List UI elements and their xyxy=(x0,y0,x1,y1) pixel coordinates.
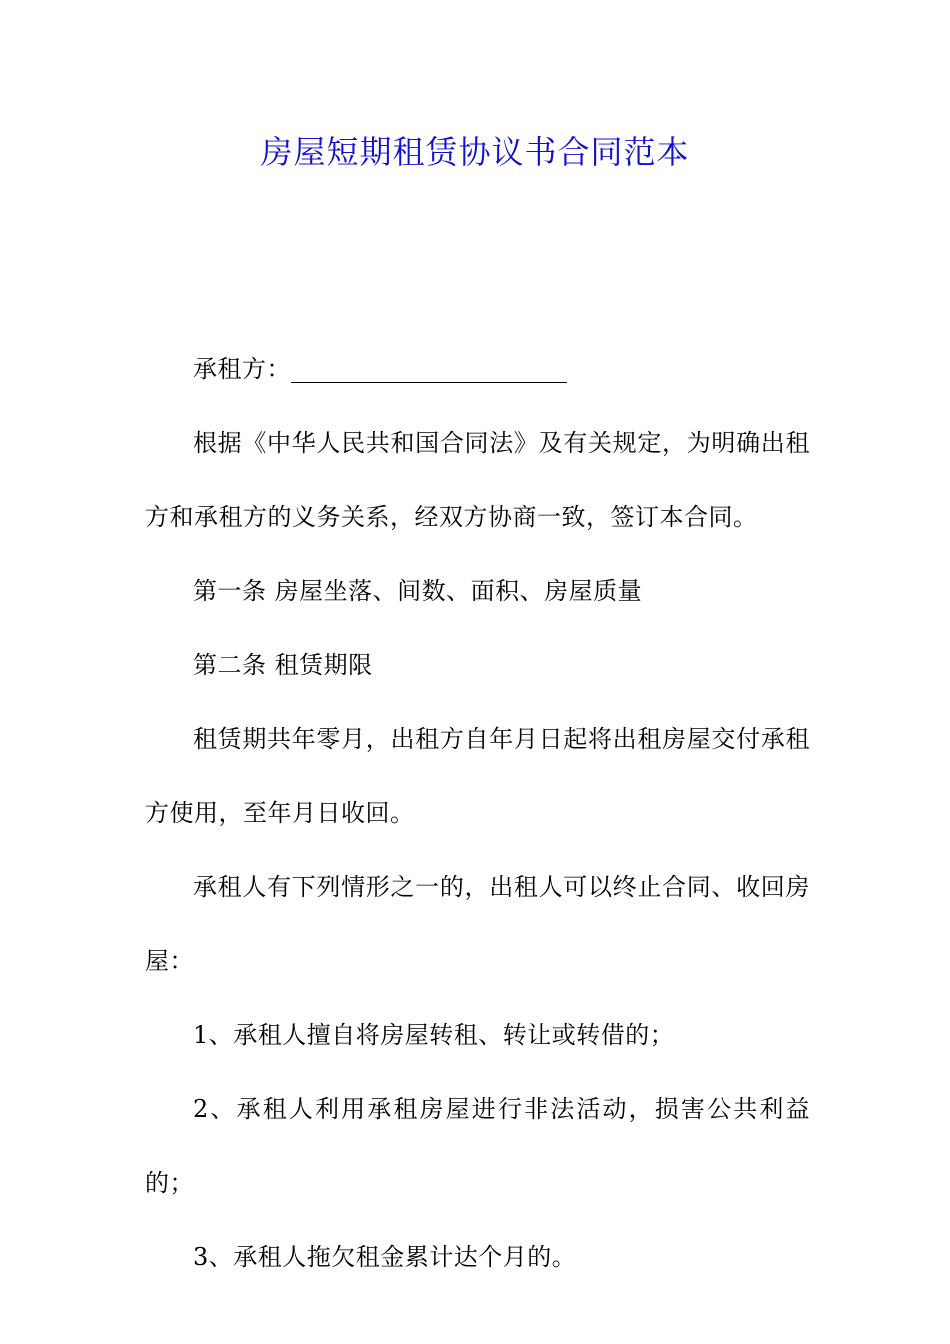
termination-paragraph: 承租人有下列情形之一的，出租人可以终止合同、收回房屋： xyxy=(145,873,810,975)
list-item-2: 2、承租人利用承租房屋进行非法活动，损害公共利益的； xyxy=(145,1095,810,1197)
lessee-line xyxy=(145,332,810,406)
list-item-1: 1、承租人擅自将房屋转租、转让或转借的； xyxy=(193,1021,675,1049)
article-2-heading: 第二条 租赁期限 xyxy=(193,651,373,679)
lease-term-paragraph: 租赁期共年零月，出租方自年月日起将出租房屋交付承租方使用，至年月日收回。 xyxy=(145,725,810,827)
document-title: 房屋短期租赁协议书合同范本 xyxy=(260,133,690,171)
document-body xyxy=(145,332,810,1294)
article-1-heading: 第一条 房屋坐落、间数、面积、房屋质量 xyxy=(193,577,643,605)
lessee-blank xyxy=(291,360,567,383)
lessee-label: 承租方： xyxy=(193,355,291,383)
list-item-3: 3、承租人拖欠租金累计达个月的。 xyxy=(193,1243,577,1271)
intro-paragraph: 根据《中华人民共和国合同法》及有关规定，为明确出租方和承租方的义务关系，经双方协商一致，签订本合同。 xyxy=(145,429,810,531)
